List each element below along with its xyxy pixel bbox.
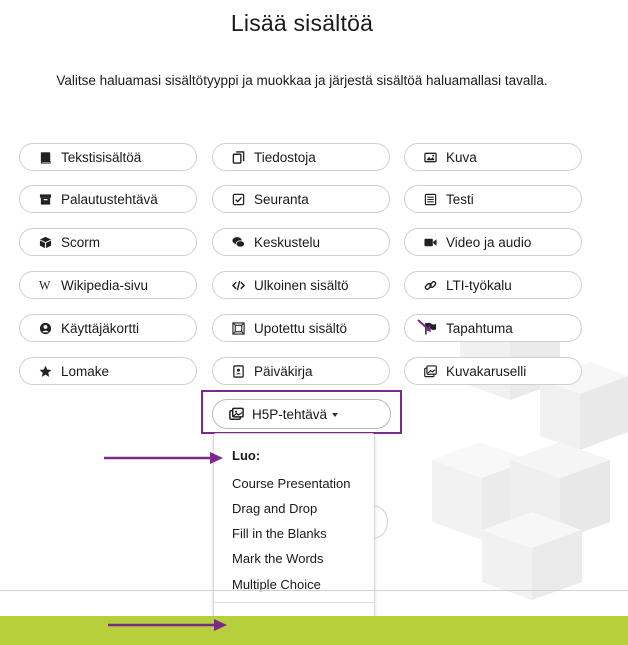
files-icon — [230, 149, 246, 165]
content-type-button-seuranta[interactable] — [212, 185, 390, 213]
image-icon — [422, 149, 438, 165]
content-type-button-kuvakaruselli[interactable] — [404, 357, 582, 385]
annotation-arrow-import-icon — [108, 617, 228, 633]
content-type-button-palautustehtävä[interactable] — [19, 185, 197, 213]
content-type-label: Tiedostoja — [254, 149, 316, 165]
video-icon — [422, 234, 438, 250]
h5p-images-icon — [229, 406, 245, 422]
content-type-button-wikipedia-sivu[interactable] — [19, 271, 197, 299]
images-icon — [422, 363, 438, 379]
menu-item-fill-in-the-blanks[interactable]: Fill in the Blanks — [232, 526, 327, 541]
content-type-label: Kuva — [446, 149, 477, 165]
cube-icon — [37, 234, 53, 250]
menu-item-mark-the-words[interactable]: Mark the Words — [232, 551, 324, 566]
page-title: Lisää sisältöä — [230, 10, 374, 36]
content-type-button-scorm[interactable] — [19, 228, 197, 256]
content-type-label: Käyttäjäkortti — [61, 320, 140, 336]
content-type-button-testi[interactable] — [404, 185, 582, 213]
content-type-label: Päiväkirja — [254, 363, 313, 379]
footer-bar — [0, 616, 628, 645]
page-subtitle: Valitse haluamasi sisältötyyppi ja muokkaa ja järjestä sisältöä haluamallasi tavalla. — [56, 73, 548, 88]
journal-icon — [230, 363, 246, 379]
content-type-button-kuva[interactable] — [404, 143, 582, 171]
checkbox-icon — [230, 191, 246, 207]
user-circle-icon — [37, 320, 53, 336]
menu-item-course-presentation[interactable]: Course Presentation — [232, 476, 351, 491]
h5p-button-label: H5P-tehtävä — [252, 406, 328, 422]
content-type-button-lomake[interactable] — [19, 357, 197, 385]
content-type-button-tiedostoja[interactable] — [212, 143, 390, 171]
content-type-label: Keskustelu — [254, 234, 321, 250]
menu-create-header: Luo: — [232, 448, 261, 463]
list-icon — [422, 191, 438, 207]
book-icon — [37, 149, 53, 165]
menu-item-drag-and-drop[interactable]: Drag and Drop — [232, 501, 318, 516]
content-type-button-upotettu-sisältö[interactable] — [212, 314, 390, 342]
h5p-dropdown-button[interactable] — [212, 399, 391, 429]
menu-divider — [214, 602, 374, 603]
content-type-button-keskustelu[interactable] — [212, 228, 390, 256]
content-type-label: Testi — [446, 191, 474, 207]
star-icon — [37, 363, 53, 379]
content-type-button-tekstisisältöä[interactable] — [19, 143, 197, 171]
content-type-label: Video ja audio — [446, 234, 532, 250]
annotation-arrow-create-icon — [104, 450, 224, 466]
divider — [0, 590, 628, 591]
chat-icon — [230, 234, 246, 250]
content-type-button-käyttäjäkortti[interactable] — [19, 314, 197, 342]
code-icon — [230, 277, 246, 293]
content-type-button-päiväkirja[interactable] — [212, 357, 390, 385]
wikipedia-icon — [37, 277, 53, 293]
content-type-label: Tapahtuma — [446, 320, 513, 336]
content-type-button-ulkoinen-sisältö[interactable] — [212, 271, 390, 299]
svg-text:W: W — [38, 278, 50, 292]
content-type-button-lti-työkalu[interactable] — [404, 271, 582, 299]
link-icon — [422, 277, 438, 293]
content-type-label: Palautustehtävä — [61, 191, 158, 207]
menu-item-multiple-choice[interactable]: Multiple Choice — [232, 577, 321, 592]
archive-icon — [37, 191, 53, 207]
content-type-label: Wikipedia-sivu — [61, 277, 149, 293]
content-type-label: Lomake — [61, 363, 110, 379]
content-type-label: Scorm — [61, 234, 101, 250]
h5p-dropdown-menu — [213, 433, 375, 641]
content-type-label: Tekstisisältöä — [61, 149, 142, 165]
embed-icon — [230, 320, 246, 336]
caret-down-icon — [332, 413, 338, 417]
content-type-label: Upotettu sisältö — [254, 320, 348, 336]
content-type-label: Kuvakaruselli — [446, 363, 527, 379]
content-type-button-video-ja-audio[interactable] — [404, 228, 582, 256]
content-type-label: Seuranta — [254, 191, 309, 207]
content-type-label: Ulkoinen sisältö — [254, 277, 349, 293]
annotation-arrow-small-icon — [416, 318, 434, 334]
content-type-label: LTI-työkalu — [446, 277, 512, 293]
